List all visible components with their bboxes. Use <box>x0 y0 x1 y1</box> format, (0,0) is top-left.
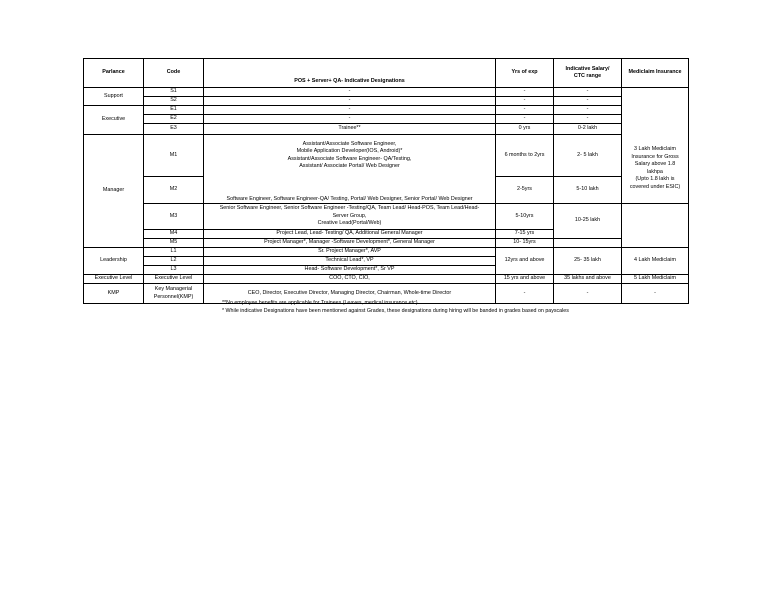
table-row <box>84 115 689 124</box>
designation-executive-level: COO, CTO, CIO, <box>204 275 496 284</box>
footnote-trainees: **No employee benefits are applicable for Trainees (Leaves, medical insurance etc) <box>222 300 418 306</box>
header-row <box>84 59 689 88</box>
header-parlance: Parlance <box>84 59 144 88</box>
exp-e1: - <box>496 106 554 115</box>
salary-executive-level: 35 lakhs and above <box>554 275 622 284</box>
exp-s2: - <box>496 97 554 106</box>
designation-e2: - <box>204 115 496 124</box>
table-row <box>84 88 689 97</box>
exp-e3: 0 yrs <box>496 124 554 135</box>
header-designations: POS + Server+ QA- Indicative Designations <box>204 59 496 88</box>
code-kmp: Key Managerial Personnel(KMP) <box>144 284 204 304</box>
parlance-executive: Executive <box>84 106 144 135</box>
salary-s1: - <box>554 88 622 97</box>
salary-e1: - <box>554 106 622 115</box>
designation-m5: Project Manager*, Manager -Software Development*, General Manager <box>204 239 496 248</box>
designation-l3: Head- Software Development*, Sr VP <box>204 266 496 275</box>
salary-s2: - <box>554 97 622 106</box>
designation-s1: - <box>204 88 496 97</box>
designation-e1: - <box>204 106 496 115</box>
mediclaim-blank-2 <box>622 204 689 248</box>
salary-m1: 2- 5 lakh <box>554 135 622 177</box>
salary-kmp: - <box>554 284 622 304</box>
parlance-manager: Manager <box>84 135 144 248</box>
header-mediclaim: Mediclaim Insurance <box>622 59 689 88</box>
mediclaim-3-lakh: 3 Lakh Mediclaim Insurance for Gross Salary above 1.8 lakhpa (Upto 1.8 lakh is covered under ESIC) <box>622 135 689 204</box>
parlance-support: Support <box>84 88 144 106</box>
table-row <box>84 204 689 230</box>
code-m3: M3 <box>144 204 204 230</box>
designation-l2: Technical Lead*, VP <box>204 257 496 266</box>
header-exp: Yrs of exp <box>496 59 554 88</box>
designation-kmp: CEO, Director, Executive Director, Managing Director, Chairman, Whole-time Director <box>204 284 496 304</box>
code-e1: E1 <box>144 106 204 115</box>
mediclaim-kmp: - <box>622 284 689 304</box>
footnotes <box>222 300 569 315</box>
table-row <box>84 239 689 248</box>
exp-executive-level: 15 yrs and above <box>496 275 554 284</box>
table-row <box>84 106 689 115</box>
exp-m1: 6 months to 2yrs <box>496 135 554 177</box>
designation-m2: Software Engineer, Software Engineer-QA/ Testing, Portal/ Web Designer, Senior Portal/ Web Designer <box>204 177 496 204</box>
code-m2: M2 <box>144 177 204 204</box>
exp-e2: - <box>496 115 554 124</box>
salary-e3: 0-2 lakh <box>554 124 622 135</box>
code-l2: L2 <box>144 257 204 266</box>
header-salary: Indicative Salary/ CTC range <box>554 59 622 88</box>
table-row <box>84 135 689 177</box>
parlance-kmp: KMP <box>84 284 144 304</box>
parlance-executive-level: Executive Level <box>84 275 144 284</box>
code-l1: L1 <box>144 248 204 257</box>
salary-m3-m4: 10-25 lakh <box>554 204 622 239</box>
code-m1: M1 <box>144 135 204 177</box>
code-m4: M4 <box>144 230 204 239</box>
exp-m5: 10- 15yrs <box>496 239 554 248</box>
table-row <box>84 177 689 204</box>
salary-e2: - <box>554 115 622 124</box>
designation-l1: Sr. Project Manager*, AVP <box>204 248 496 257</box>
salary-m2: 5-10 lakh <box>554 177 622 204</box>
code-s1: S1 <box>144 88 204 97</box>
designation-s2: - <box>204 97 496 106</box>
designation-m1: Assistant/Associate Software Engineer, Mobile Application Developer(IOS, Android)* Assistant/Associate Software Engineer- QA/Testing, Assistant/ Associate Portal/ Web Designer <box>204 135 496 177</box>
designation-m4: Project Lead, Lead- Testing/ QA, Additional General Manager <box>204 230 496 239</box>
table-row <box>84 248 689 257</box>
parlance-leadership: Leadership <box>84 248 144 275</box>
exp-kmp: - <box>496 284 554 304</box>
table-row <box>84 124 689 135</box>
designation-m3: Senior Software Engineer, Senior Software Engineer -Testing/QA, Team Lead/ Head-POS, Team Lead/Head- Server Group, Creative Lead(Portal/Web) <box>204 204 496 230</box>
exp-leadership: 12yrs and above <box>496 248 554 275</box>
exp-m2: 2-5yrs <box>496 177 554 204</box>
salary-m5 <box>554 239 622 248</box>
mediclaim-blank <box>622 88 689 135</box>
mediclaim-executive-level: 5 Lakh Mediclaim <box>622 275 689 284</box>
code-m5: M5 <box>144 239 204 248</box>
exp-m4: 7-15 yrs <box>496 230 554 239</box>
designation-e3: Trainee** <box>204 124 496 135</box>
exp-s1: - <box>496 88 554 97</box>
table-row <box>84 275 689 284</box>
header-code: Code <box>144 59 204 88</box>
code-l3: L3 <box>144 266 204 275</box>
exp-m3: 5-10yrs <box>496 204 554 230</box>
code-s2: S2 <box>144 97 204 106</box>
code-e2: E2 <box>144 115 204 124</box>
code-e3: E3 <box>144 124 204 135</box>
table-row <box>84 97 689 106</box>
code-executive-level: Executive Level <box>144 275 204 284</box>
mediclaim-leadership: 4 Lakh Mediclaim <box>622 248 689 275</box>
salary-leadership: 25- 35 lakh <box>554 248 622 275</box>
footnote-designations: * While indicative Designations have been mentioned against Grades, these designations during hiring will be banded in grades based on payscales <box>222 307 569 314</box>
grades-table <box>83 58 689 304</box>
